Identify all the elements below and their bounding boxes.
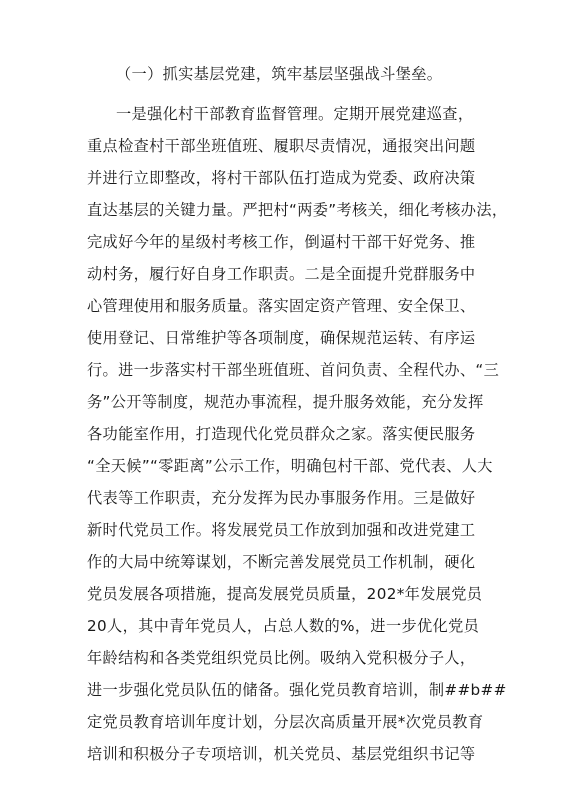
body-line: 20人，其中青年党员人，占总人数的%，进一步优化党员 <box>87 617 480 635</box>
body-line: 进一步强化党员队伍的储备。强化党员教育培训，制##b## <box>87 681 507 699</box>
body-line: 使用登记、日常维护等各项制度，确保规范运转、有序运 <box>87 329 476 347</box>
body-line: 培训和积极分子专项培训，机关党员、基层党组织书记等 <box>87 745 476 763</box>
body-line: 重点检查村干部坐班值班、履职尽责情况，通报突出问题 <box>87 137 476 155</box>
body-line: 定党员教育培训年度计划，分层次高质量开展*次党员教育 <box>87 713 484 731</box>
body-line: 代表等工作职责，充分发挥为民办事服务作用。三是做好 <box>87 489 476 507</box>
body-line: 年龄结构和各类党组织党员比例。吸纳入党积极分子人， <box>87 649 476 667</box>
body-line: 心管理使用和服务质量。落实固定资产管理、安全保卫、 <box>87 297 476 315</box>
body-line: 并进行立即整改，将村干部队伍打造成为党委、政府决策 <box>87 169 476 187</box>
body-line: 行。进一步落实村干部坐班值班、首问负责、全程代办、“三 <box>87 361 500 379</box>
body-line: 作的大局中统筹谋划，不断完善发展党员工作机制，硬化 <box>87 553 476 571</box>
body-line: 动村务，履行好自身工作职责。二是全面提升党群服务中 <box>87 265 476 283</box>
body-line: “全天候”“零距离”公示工作，明确包村干部、党代表、人大 <box>87 457 493 475</box>
body-line: 完成好今年的星级村考核工作，倒逼村干部干好党务、推 <box>87 233 476 251</box>
body-line: 直达基层的关键力量。严把村“两委”考核关，细化考核办法， <box>87 201 508 219</box>
body-line: 一是强化村干部教育监督管理。定期开展党建巡查， <box>116 105 474 123</box>
body-line: 各功能室作用，打造现代化党员群众之家。落实便民服务 <box>87 425 476 443</box>
body-line: 新时代党员工作。将发展党员工作放到加强和改进党建工 <box>87 521 476 539</box>
body-line: 党员发展各项措施，提高发展党员质量，202*年发展党员 <box>87 585 483 603</box>
body-line: 务”公开等制度，规范办事流程，提升服务效能，充分发挥 <box>87 393 484 411</box>
section-heading: （一）抓实基层党建，筑牢基层坚强战斗堡垒。 <box>116 65 443 83</box>
